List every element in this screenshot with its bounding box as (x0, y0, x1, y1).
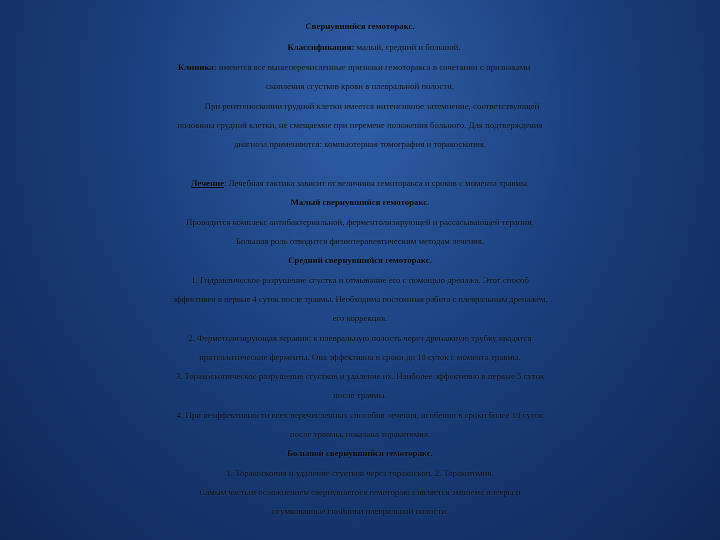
medium-item1-line3: его коррекция. (332, 313, 388, 323)
small-heading: Малый свернувшийся гемоторакс. (290, 197, 430, 207)
medium-item1-line2: эффективен в первые 4 суток после травмы. Необходима постоянная работа с плевральным дренажём, (172, 294, 548, 304)
small-line-2: Большая роль отводится физиотерапевтическим методам лечения. (235, 236, 485, 246)
large-line-2: Самым частым осложнением свернувшегося гемоторакса является эмпиема плевры и (199, 487, 521, 497)
classification-line: Классификация: малый, средний и большой. (287, 42, 461, 52)
medium-item1-line1: 1. Гидравлическое разрушение сгустка и отмывание его с помощью дренажа. Этот способ (191, 275, 529, 285)
large-line-1: 1. Торакоскопия и удаление сгустков через торакоскоп. 2. Торакотомия. (226, 468, 494, 478)
slide-title: Свернувшийся гемоторакс. (305, 21, 415, 31)
large-heading: Большой свернувшийся гемоторакс. (287, 448, 433, 458)
clinic-line-2: скопления сгустков крови в плевральной полости. (265, 81, 455, 91)
medium-heading: Средний свернувшийся гемоторакс. (288, 255, 432, 265)
medium-item2-line1: 2. Ферметолизирующая терапия: в плевральную полость через дренажную трубку вводятся (188, 333, 532, 343)
xray-line-2: половины грудной клетки, не смещаемое при перемене положения больного. Для подтверждения (177, 120, 543, 130)
small-line-1: Проводится комплекс антибактериальной, ферментолизирующей и рассасывающей терапии. (186, 217, 534, 227)
treatment-line: Лечение: Лечебная тактика зависит от величины гемоторакса и сроков с момента травмы. (190, 178, 530, 188)
medium-item3-line2: после травмы. (333, 390, 387, 400)
clinic-line-1: Клиника: имеются все вышеперечисленные признаки гемоторакса в сочетании с признаками (177, 62, 531, 72)
xray-line-1: При рентгеноскопии грудной клетки имеется интенсивное затемнение, соответствующей (204, 101, 540, 111)
medium-item3-line1: 3. Торакоскопическое разрушение сгустков и удаление их. Наиболее эффективно в первые 5 суток (175, 371, 545, 381)
medium-item2-line2: протеолитические ферменты. Она эффективна в сроки до 10 суток с момента травмы. (199, 352, 521, 362)
large-line-3: осумкованные гнойники плевральной полости. (271, 506, 449, 516)
medium-item4-line2: после травмы, показана торакотомия. (289, 429, 431, 439)
medium-item4-line1: 4. При неэффективности всех перечисленных способов лечения, особенно в сроки более 10 суток (176, 410, 544, 420)
xray-line-3: диагноза применяются: компьютерная томография и торакоскопия. (233, 139, 487, 149)
